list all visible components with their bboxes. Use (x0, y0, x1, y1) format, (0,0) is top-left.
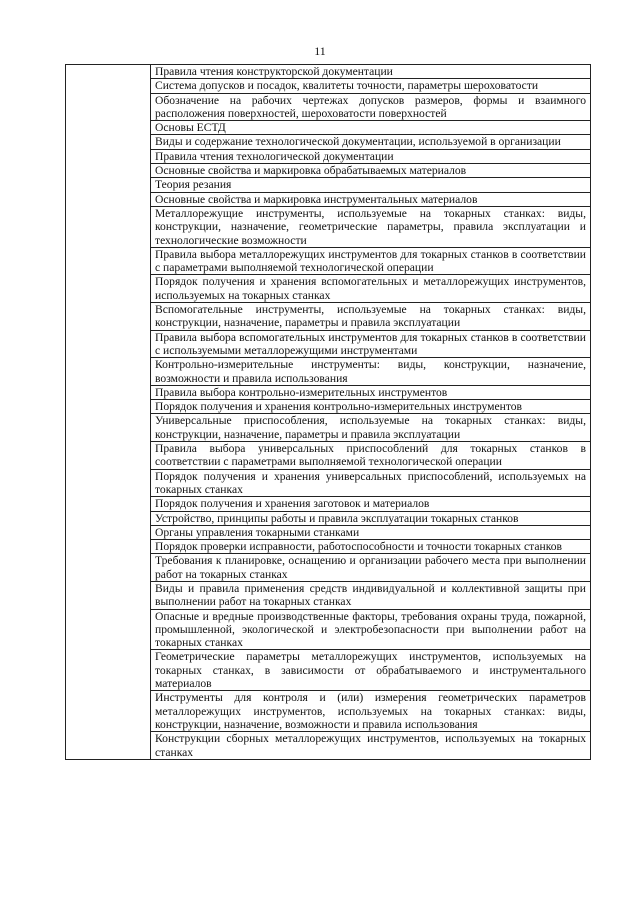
table-row (66, 525, 591, 539)
knowledge-item: Опасные и вредные производственные факторы, требования охраны труда, пожарной, промышленной, экологической и электробезопасности при выполнении работ на токарных станках (151, 609, 591, 650)
row-label-cell (66, 442, 151, 470)
table-row (66, 192, 591, 206)
knowledge-item: Порядок получения и хранения заготовок и материалов (151, 497, 591, 511)
knowledge-item: Правила выбора металлорежущих инструментов для токарных станков в соответствии с параметрами выполняемой технологической операции (151, 247, 591, 275)
table-row (66, 65, 591, 79)
table-row (66, 178, 591, 192)
row-label-cell (66, 511, 151, 525)
row-label-cell (66, 385, 151, 399)
table-row (66, 497, 591, 511)
knowledge-item: Устройство, принципы работы и правила эксплуатации токарных станков (151, 511, 591, 525)
knowledge-item: Правила выбора вспомогательных инструментов для токарных станков в соответствии с используемыми металлорежущими инструментами (151, 330, 591, 358)
table-row (66, 247, 591, 275)
knowledge-item: Инструменты для контроля и (или) измерения геометрических параметров металлорежущих инструментов, используемых на токарных станках: виды, конструкции, назначение, возможности и правила использования (151, 691, 591, 732)
table-row (66, 442, 591, 470)
table-row (66, 469, 591, 497)
table-row (66, 732, 591, 760)
table-row (66, 330, 591, 358)
knowledge-item: Правила чтения технологической документации (151, 149, 591, 163)
row-label-cell (66, 581, 151, 609)
table-row (66, 414, 591, 442)
knowledge-item: Порядок получения и хранения вспомогательных и металлорежущих инструментов, используемых на токарных станках (151, 275, 591, 303)
knowledge-item: Универсальные приспособления, используемые на токарных станках: виды, конструкции, назначение, параметры и правила эксплуатации (151, 414, 591, 442)
row-label-cell (66, 247, 151, 275)
knowledge-item: Виды и правила применения средств индивидуальной и коллективной защиты при выполнении работ на токарных станках (151, 581, 591, 609)
knowledge-item: Виды и содержание технологической документации, используемой в организации (151, 135, 591, 149)
knowledge-item: Требования к планировке, оснащению и организации рабочего места при выполнении работ на токарных станках (151, 554, 591, 582)
row-label-cell (66, 303, 151, 331)
row-label-cell (66, 65, 151, 79)
row-label-cell (66, 206, 151, 247)
knowledge-item: Основы ЕСТД (151, 121, 591, 135)
knowledge-item: Металлорежущие инструменты, используемые на токарных станках: виды, конструкции, назначение, геометрические параметры, правила эксплуатации и технологические возможности (151, 206, 591, 247)
row-label-cell (66, 358, 151, 386)
row-label-cell (66, 732, 151, 760)
knowledge-item: Теория резания (151, 178, 591, 192)
table-row (66, 581, 591, 609)
row-label-cell (66, 691, 151, 732)
table-row (66, 511, 591, 525)
table-row (66, 135, 591, 149)
knowledge-item: Конструкции сборных металлорежущих инструментов, используемых на токарных станках (151, 732, 591, 760)
table-row (66, 303, 591, 331)
knowledge-item: Органы управления токарными станками (151, 525, 591, 539)
row-label-cell (66, 525, 151, 539)
table-row (66, 206, 591, 247)
knowledge-item: Порядок получения и хранения универсальных приспособлений, используемых на токарных станках (151, 469, 591, 497)
table-row (66, 149, 591, 163)
knowledge-item: Правила чтения конструкторской документации (151, 65, 591, 79)
knowledge-item: Правила выбора универсальных приспособлений для токарных станков в соответствии с параметрами выполняемой технологической операции (151, 442, 591, 470)
row-label-cell (66, 275, 151, 303)
row-label-cell (66, 164, 151, 178)
knowledge-item: Система допусков и посадок, квалитеты точности, параметры шероховатости (151, 79, 591, 93)
row-label-cell (66, 554, 151, 582)
row-label-cell (66, 330, 151, 358)
table-body (66, 65, 591, 760)
table-row (66, 540, 591, 554)
knowledge-item: Обозначение на рабочих чертежах допусков размеров, формы и взаимного расположения поверхностей, шероховатости поверхностей (151, 93, 591, 121)
table-row (66, 554, 591, 582)
row-label-cell (66, 93, 151, 121)
row-label-cell (66, 178, 151, 192)
knowledge-item: Правила выбора контрольно-измерительных инструментов (151, 385, 591, 399)
table-row (66, 275, 591, 303)
table-row (66, 93, 591, 121)
knowledge-table (65, 64, 591, 760)
knowledge-item: Контрольно-измерительные инструменты: виды, конструкции, назначение, возможности и правила использования (151, 358, 591, 386)
row-label-cell (66, 149, 151, 163)
table-row (66, 650, 591, 691)
row-label-cell (66, 650, 151, 691)
row-label-cell (66, 400, 151, 414)
knowledge-item: Порядок проверки исправности, работоспособности и точности токарных станков (151, 540, 591, 554)
row-label-cell (66, 192, 151, 206)
table-row (66, 691, 591, 732)
row-label-cell (66, 79, 151, 93)
table-row (66, 121, 591, 135)
row-label-cell (66, 469, 151, 497)
table-row (66, 164, 591, 178)
knowledge-item: Основные свойства и маркировка инструментальных материалов (151, 192, 591, 206)
row-label-cell (66, 497, 151, 511)
knowledge-item: Вспомогательные инструменты, используемые на токарных станках: виды, конструкции, назначение, параметры и правила эксплуатации (151, 303, 591, 331)
table-row (66, 385, 591, 399)
row-label-cell (66, 121, 151, 135)
knowledge-item: Геометрические параметры металлорежущих инструментов, используемых на токарных станках, в зависимости от обрабатываемого и инструментального материалов (151, 650, 591, 691)
knowledge-item: Основные свойства и маркировка обрабатываемых материалов (151, 164, 591, 178)
page-number: 11 (314, 44, 326, 58)
table-row (66, 609, 591, 650)
row-label-cell (66, 135, 151, 149)
table-row (66, 79, 591, 93)
table-row (66, 358, 591, 386)
knowledge-item: Порядок получения и хранения контрольно-измерительных инструментов (151, 400, 591, 414)
table-row (66, 400, 591, 414)
row-label-cell (66, 609, 151, 650)
row-label-cell (66, 540, 151, 554)
row-label-cell (66, 414, 151, 442)
